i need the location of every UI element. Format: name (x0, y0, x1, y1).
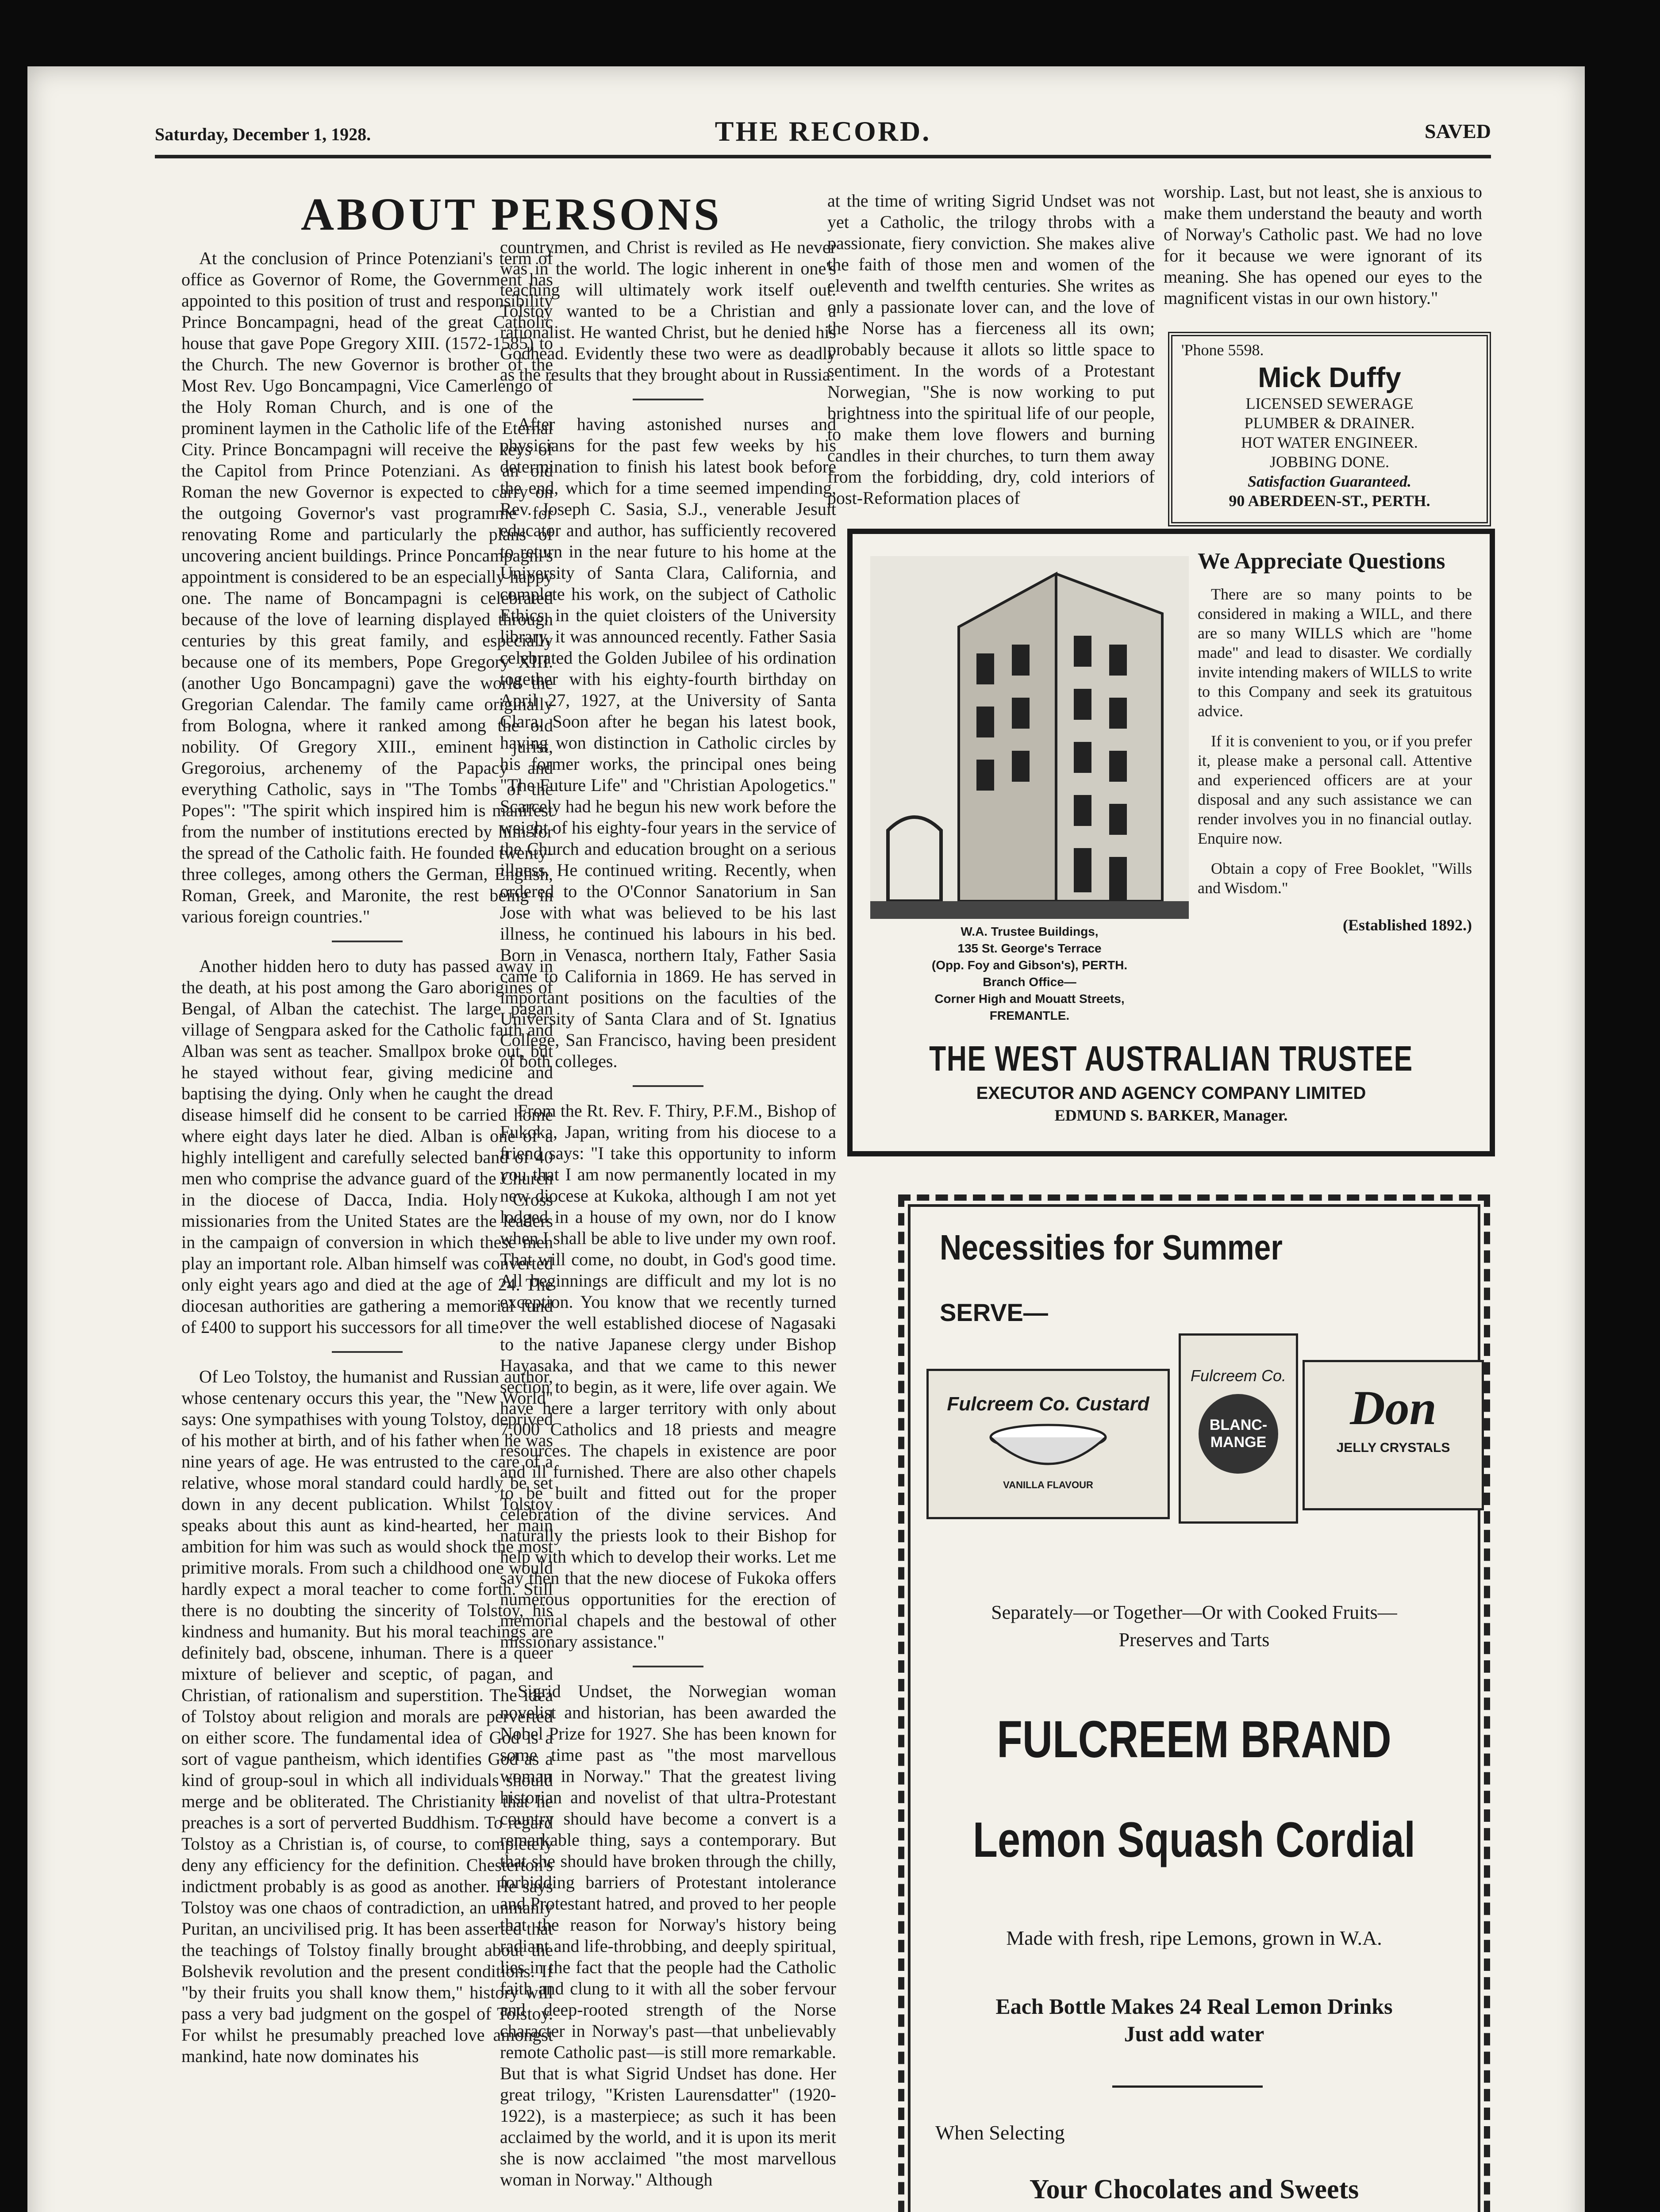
divider (633, 1666, 703, 1667)
trustee-caption: (Opp. Foy and Gibson's), PERTH. (931, 958, 1128, 972)
trustee-caption: W.A. Trustee Buildings, (961, 925, 1099, 938)
product-tagline: Each Bottle Makes 24 Real Lemon Drinks (995, 1994, 1393, 2019)
trustee-caption: Branch Office— (983, 975, 1076, 989)
custard-brand: Fulcreem Co. Custard (947, 1393, 1149, 1415)
trustee-heading: We Appreciate Questions (1198, 549, 1445, 574)
duffy-phone: 'Phone 5598. (1181, 341, 1264, 359)
trustee-manager: EDMUND S. BARKER, Manager. (1054, 1106, 1288, 1124)
article-undset-cont: at the time of writing Sigrid Undset was not yet a Catholic, the trilogy throbs with a passionate, fiery conviction. She makes alive the faith of those men and women of the eleventh and twelfth centuries. She writes as only a passionate lover can, and the love of the Norse has a fierceness all its own; probably because it allots so little space to sentiment. In the words of a Protestant Norwegian, "She is now working to put brightness into the spiritual life of our people, to make them love flowers and burning candles in their churches, to turn them away from the forbidding, dry, cold interiors of post-Reformation places of (827, 191, 1155, 508)
trustee-caption: FREMANTLE. (989, 1009, 1070, 1022)
ad-mick-duffy (1168, 332, 1491, 526)
ad-west-australian-trustee (847, 529, 1495, 1156)
article-alban: Another hidden hero to duty has passed away in the death, at his post among the Garo aborigines of Bengal, of Alban the catechist. The large pagan village of Sengpara asked for the Catholic faith and Alban was sent as teacher. Smallpox broke out, but he stayed without fear, giving medicine and baptising the dying. Only when he caught the dread disease himself did he consent to be carried home where eight days later he died. Alban is one of a highly intelligent and carefully selected band of 40 men who comprise the advance guard of the Church in the diocese of Dacca, India. Holy Cross missionaries from the United States are the leaders in the campaign of conversion in which these men play an important role. Alban himself was converted only eight years ago and died at the age of 24. The diocesan authorities are gathering a memorial fund of £400 to support his successors for all time. (181, 956, 553, 1337)
summer-heading: Necessities for Summer (940, 1228, 1283, 1267)
brand-name: FULCREEM BRAND (997, 1710, 1391, 1769)
divider (332, 941, 403, 942)
trustee-paragraph: Obtain a copy of Free Booklet, "Wills and Wisdom." (1198, 860, 1472, 897)
divider (1112, 2085, 1263, 2088)
duffy-line: Satisfaction Guaranteed. (1247, 472, 1412, 490)
trustee-caption: Corner High and Mouatt Streets, (934, 992, 1125, 1006)
blancmange-name: BLANC-MANGE (1199, 1394, 1278, 1474)
product-custard-box (926, 1369, 1170, 1519)
page-header (155, 115, 1491, 158)
trustee-building-illustration (870, 556, 1189, 919)
article-column-1 (181, 248, 553, 2080)
article-undset-end: worship. Last, but not least, she is anxious to make them understand the beauty and worth of Norway's Catholic past. We had no love for it because we were ignorant of its meaning. She has opened our eyes to the magnificent vistas in our own history." (1164, 182, 1482, 308)
jelly-name: JELLY CRYSTALS (1336, 1440, 1450, 1455)
article-column-4 (1164, 181, 1482, 322)
jelly-brand: Don (1350, 1381, 1437, 1435)
trustee-company-sub: EXECUTOR AND AGENCY COMPANY LIMITED (976, 1083, 1366, 1103)
duffy-address: 90 ABERDEEN-ST., PERTH. (1229, 492, 1430, 510)
article-column-3 (827, 190, 1155, 522)
trustee-paragraph: There are so many points to be considered in making a WILL, and there are so many WILLS which are "home made" and lead to disaster. We cordially invite intending makers of WILLS to write to this Company and seek its gratuitous advice. (1198, 585, 1472, 720)
article-tolstoy-cont: countrymen, and Christ is reviled as He never was in the world. The logic inherent in one's teaching will ultimately work itself out. Tolstoy wanted to be a Christian and a rationalist. He wanted Christ, but he denied his Godhead. Evidently these two were as deadly as the results that they brought about in Russia. (500, 237, 836, 384)
ad-necessities-for-summer (898, 1194, 1490, 2212)
product-jelly-box (1303, 1360, 1484, 1510)
duffy-line: PLUMBER & DRAINER. (1244, 414, 1415, 432)
duffy-line: JOBBING DONE. (1270, 453, 1389, 471)
duffy-line: HOT WATER ENGINEER. (1241, 434, 1418, 451)
article-boncampagni: At the conclusion of Prince Potenziani's term of office as Governor of Rome, the Government has appointed to this position of trust and responsibility Prince Boncampagni, head of the great Catholic house that gave Pope Gregory XIII. (1572-1585) to the Church. The new Governor is brother of the Most Rev. Ugo Boncampagni, Vice Camerlengo of the Holy Roman Church, and is one of the prominent laymen in the Catholic life of the Eternal City. Prince Boncampagni will receive the keys of the Capitol from Prince Potenziani. As an old Roman the new Governor is expected to carry on the outgoing Governor's vast programme for renovating Rome and particularly the plans of uncovering ancient buildings. Prince Poncampagni's appointment is considered to be an especially happy one. The name of Boncampagni is celebrated because of the love of learning displayed through centuries by this great family, and especially because one of its members, Pope Gregory XIII. (another Ugo Boncampagni) gave the world the Gregorian Calendar. The family came originally from Bologna, where it ranked among the old nobility. Of Gregory XIII., eminent jurist, Gregoroius, archenemy of the Papacy and everything Catholic, says in "The Tombs of the Popes": "The spirit which inspired him is manifest from the number of institutions erected by him for the spread of the Catholic faith. He founded twenty-three colleges, among others the German, English, Roman, Greek, and Maronite, the rest being in various foreign countries." (181, 248, 553, 926)
divider (633, 1085, 703, 1087)
article-tolstoy: Of Leo Tolstoy, the humanist and Russian author, whose centenary occurs this year, the "New World" says: One sympathises with young Tolstoy, deprived of his mother at birth, and of his father when he was nine years of age. He was entrusted to the care of a relative, whose moral standard could hardly be set down in any decent publication. Whilst Tolstoy speaks about this aunt as kind-hearted, her main ambition for him was such as would shock the most primitive morals. From such a childhood one would hardly expect a moral teacher to come forth. Still there is no doubting the sincerity of Tolstoy, his kindness and humanity. But his moral teachings are definitely bad, obscene, inhuman. There is a queer mixture of believer and sceptic, of pagan, and Christian, of rationalism and superstition. The idea of Tolstoy about religion and morals are perverted on either score. The fundamental idea of God is a sort of vague pantheism, which identifies God as a kind of group-soul in which all individuals should merge and be obliterated. The Christianity that he preaches is a sort of perverted Buddhism. To regard Tolstoy as a Christian is, of course, to completely deny any efficiency for the definition. Chesterton's indictment probably is as good as another. He says Tolstoy was one chaos of contradiction, an unmanly Puritan, an uncivilised prig. It has been asserted that the teachings of Tolstoy finally brought about the Bolshevik revolution and the present conditions. If "by their fruits you shall know them," history will pass a very bad judgment on the gospel of Tolstoy. For whilst he presumably preached love amongst mankind, hate now dominates his (181, 1367, 553, 2066)
corner-mark: SAVED (1425, 120, 1491, 142)
custard-sub: VANILLA FLAVOUR (1003, 1479, 1093, 1490)
article-column-2 (500, 237, 836, 2204)
divider (633, 399, 703, 400)
serve-line: Separately—or Together—Or with Cooked Fruits— (991, 1601, 1397, 1623)
masthead-title: THE RECORD. (715, 115, 931, 147)
trustee-caption: 135 St. George's Terrace (957, 941, 1102, 955)
custard-bowl-icon (982, 1420, 1114, 1477)
blancmange-brand: Fulcreem Co. (1190, 1367, 1287, 1385)
article-sasia: After having astonished nurses and physicians for the past few weeks by his determination to finish his latest book before the end, which for a time seemed impending, Rev. Joseph C. Sasia, S.J., venerable Jesuit educator and author, has sufficiently recovered to return in the near future to his home at the University of Santa Clara, California, and complete his work, on the subject of Catholic Ethics, in the quiet cloisters of the University library, it was announced recently. Father Sasia celebrated the Golden Jubilee of his ordination together with his eighty-fourth birthday on April 27, 1927, at the University of Santa Clara. Soon after he began his latest book, having won distinction in Catholic circles by his former works, the principal ones being "The Future Life" and "Christian Apologetics." Scarcely had he begun his new work before the weight of his eighty-four years in the service of the Church and education brought on a serious illness. He continued writing. Recently, when ordered to the O'Connor Sanatorium in San Jose with what was believed to be his last illness, he continued his labours in his bed. Born in Venasca, northern Italy, Father Sasia came to California in 1869. He has served in important positions on the faculties of the University of Santa Clara and of St. Ignatius College, San Francisco, having been president of both colleges. (500, 414, 836, 1071)
serve-line: Preserves and Tarts (1118, 1629, 1270, 1651)
serve-label: SERVE— (940, 1298, 1048, 1326)
product-blancmange-box (1179, 1333, 1298, 1524)
product-made: Made with fresh, ripe Lemons, grown in W.A. (1006, 1927, 1382, 1949)
trustee-company-name: THE WEST AUSTRALIAN TRUSTEE (929, 1039, 1413, 1078)
issue-date: Saturday, December 1, 1928. (155, 124, 371, 144)
duffy-name: Mick Duffy (1258, 361, 1401, 393)
article-thiry: From the Rt. Rev. F. Thiry, P.F.M., Bishop of Fukoka, Japan, writing from his diocese to a friend says: "I take this opportunity to inform you that I am now permanently located in my new diocese at Kukoka, although I am not yet lodged in a house of my own, nor do I know when I shall be able to live under my own roof. That will come, no doubt, in God's good time. All beginnings are difficult and my lot is no exception. You know that we recently turned over the well established diocese of Nagasaki to the native Japanese clergy under Bishop Hayasaka, and that we came to this newer section to begin, as it were, life over again. We have here a larger territory with only about 7,000 Catholics and 18 priests and meagre resources. The chapels in existence are poor and ill furnished. There are also other chapels to be built and fitted out for the proper celebration of the divine services. And naturally the priests look to their Bishop for help with which to develop their works. Let me say then that the new diocese of Fukoka offers numerous opportunities for the erection of memorial chapels and the bestowal of other missionary assistance." (500, 1101, 836, 1651)
duffy-line: LICENSED SEWERAGE (1245, 395, 1414, 412)
product-tagline: Just add water (1124, 2021, 1264, 2046)
product-name: Lemon Squash Cordial (972, 1812, 1416, 1867)
trustee-established: (Established 1892.) (1342, 916, 1472, 934)
article-undset: Sigrid Undset, the Norwegian woman novelist and historian, has been awarded the Nobel Prize for 1927. She has been known for some time past as "the most marvellous woman in Norway." That the greatest living historian and novelist of that ultra-Protestant country should have become a convert is a remarkable thing, says a contemporary. But that she should have broken through the chilly, forbidding barriers of Protestant intolerance and Protestant hatred, and proved to her people that the reason for Norway's history being radiant and life-throbbing, and deeply spiritual, lies in the fact that the people had the Catholic faith and clung to it with all the sober fervour and deep-rooted strength of the Norse character in Norway's past—that unbelievably remote Catholic past—is still more remarkable. But that is what Sigrid Undset has done. Her great trilogy, "Kristen Laurensdatter" (1920-1922), is a masterpiece; as such it has been acclaimed by the world, and it is upon its merit she is now acclaimed "the most marvellous woman in Norway." Although (500, 1681, 836, 2189)
when-selecting: When Selecting (935, 2121, 1065, 2144)
chocolates-line: Your Chocolates and Sweets (1029, 2174, 1359, 2204)
divider (332, 1351, 403, 1353)
trustee-paragraph: If it is convenient to you, or if you prefer it, please make a personal call. Attentive and experienced officers are at your disposal and any such assistance we can render involves you in no financial outlay. Enquire now. (1198, 732, 1472, 847)
section-headline: ABOUT PERSONS (301, 189, 722, 240)
